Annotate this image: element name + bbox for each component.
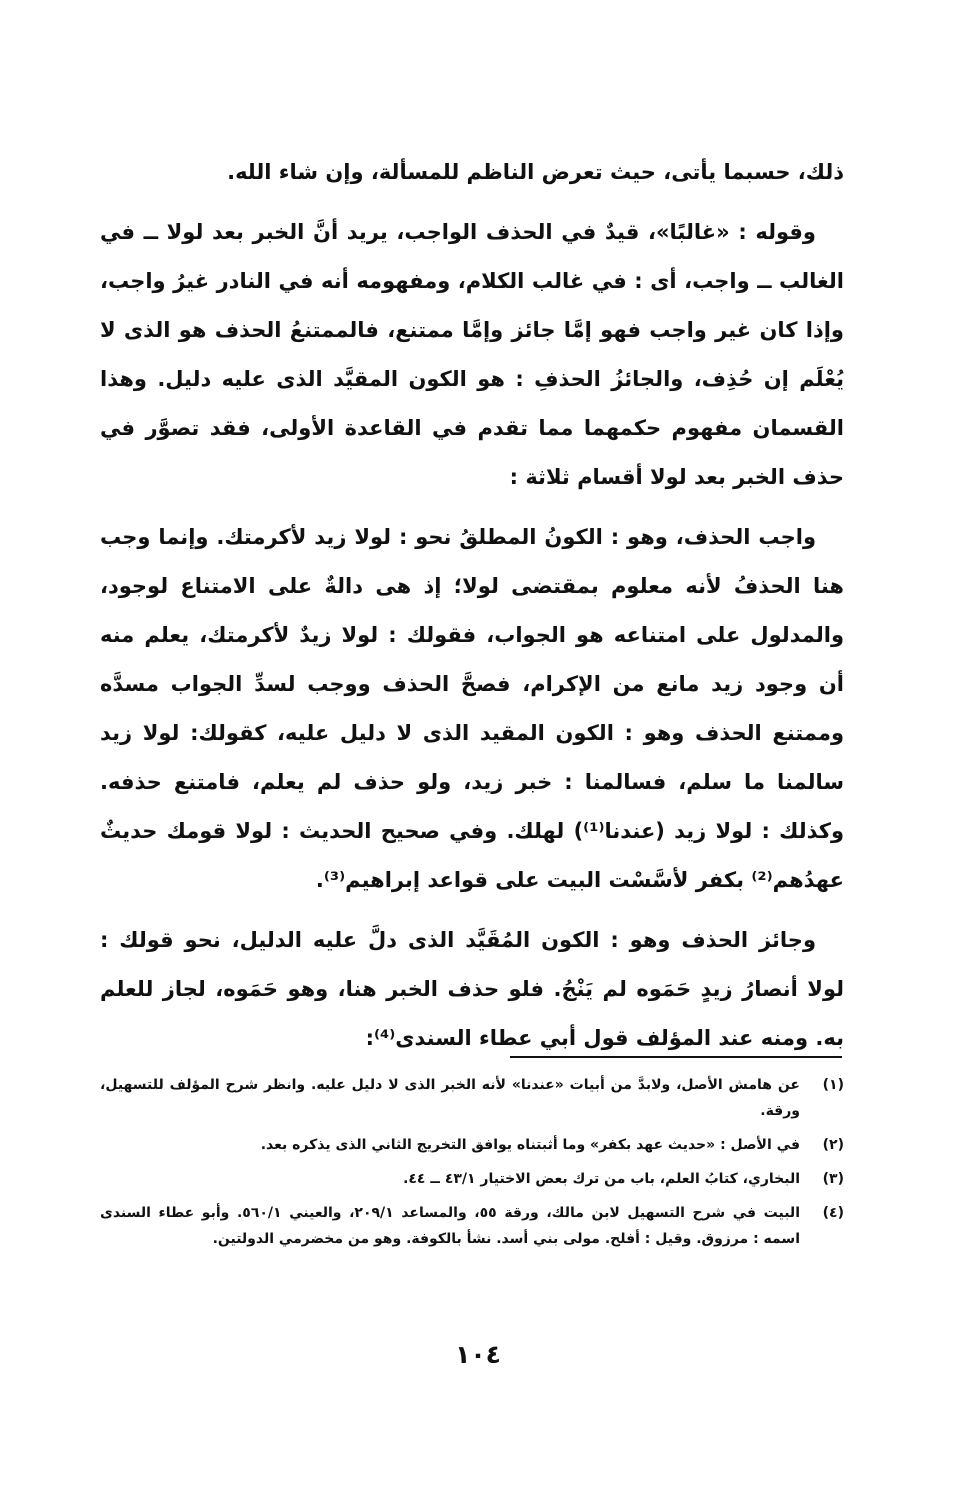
footnote-number: (١) [822,1077,844,1093]
footnote-text: البيت في شرح التسهيل لابن مالك، ورقة ٥٥، والمساعد ٢٠٩/١، والعيني ٥٦٠/١. وأبو عطاء السندى اسمه : مرزوق. وقيل : أفلح. مولى بني أسد. نشأ بالكوفة. وهو من مخضرمي الدولتين. [100,1205,800,1247]
footnote-number: (٤) [822,1205,844,1221]
footnote-number: (٢) [822,1137,844,1153]
footnotes [100,1072,844,1260]
footnote-2 [100,1132,844,1158]
footnote-3 [100,1166,844,1192]
footnote-text: البخاري، كتابُ العلم، باب من ترك بعض الاختيار ٤٣/١ ــ ٤٤. [403,1171,800,1187]
paragraph-wajib-alhadhf: واجب الحذف، وهو : الكونُ المطلقُ نحو : لولا زيد لأكرمتك. وإنما وجب هنا الحذفُ لأنه معلوم بمقتضى لولا؛ إذ هى دالةٌ على الامتناع لوجود، والمدلول على امتناعه هو الجواب، فقولك : لولا زيدٌ لأكرمتك، يعلم منه أن وجود زيد مانع من الإكرام، فصحَّ الحذف ووجب لسدِّ الجواب مسدَّه وممتنع الحذف وهو : الكون المقيد الذى لا دليل عليه، كقولك: لولا زيد سالمنا ما سلم، فسالمنا : خبر زيد، ولو حذف لم يعلم، فامتنع حذفه. وكذلك : لولا زيد (عندنا⁽¹⁾) لهلك. وفي صحيح الحديث : لولا قومك حديثٌ عهدُهم⁽²⁾ بكفر لأسَّسْت البيت على قواعد إبراهيم⁽³⁾. [100,525,844,892]
main-text [100,148,844,1074]
footnote-4 [100,1200,844,1252]
footnote-text: في الأصل : «حديث عهد بكفر» وما أثبتناه يوافق التخريج الثاني الذى يذكره بعد. [260,1137,800,1153]
paragraph-continuation: ذلك، حسبما يأتى، حيث تعرض الناظم للمسألة، وإن شاء الله. [227,160,844,184]
page-number: ١٠٤ [455,1340,501,1369]
footnote-text: عن هامش الأصل، ولابدَّ من أبيات «عندنا» لأنه الخبر الذى لا دليل عليه. وانظر شرح المؤلف للتسهيل، ورقة. [100,1077,800,1119]
footnote-1 [100,1072,844,1124]
footnote-number: (٣) [822,1171,844,1187]
footnote-divider [510,1056,842,1058]
paragraph-ghaliban: وقوله : «غالبًا»، قيدٌ في الحذف الواجب، يريد أنَّ الخبر بعد لولا ــ في الغالب ــ واجب، أى : في غالب الكلام، ومفهومه أنه في النادر غيرُ واجب، وإذا كان غير واجب فهو إمَّا جائز وإمَّا ممتنع، فالممتنعُ الحذف هو الذى لا يُعْلَم إن حُذِف، والجائزُ الحذفِ : هو الكون المقيَّد الذى عليه دليل. وهذا القسمان مفهوم حكمهما مما تقدم في القاعدة الأولى، فقد تصوَّر في حذف الخبر بعد لولا أقسام ثلاثة : [100,220,844,489]
paragraph-jaiz-alhadhf: وجائز الحذف وهو : الكون المُقَيَّد الذى دلَّ عليه الدليل، نحو قولك : لولا أنصارُ زيدٍ حَمَوه لم يَنْجُ. فلو حذف الخبر هنا، وهو حَمَوه، لجاز للعلم به. ومنه عند المؤلف قول أبي عطاء السندى⁽⁴⁾: [100,928,844,1050]
